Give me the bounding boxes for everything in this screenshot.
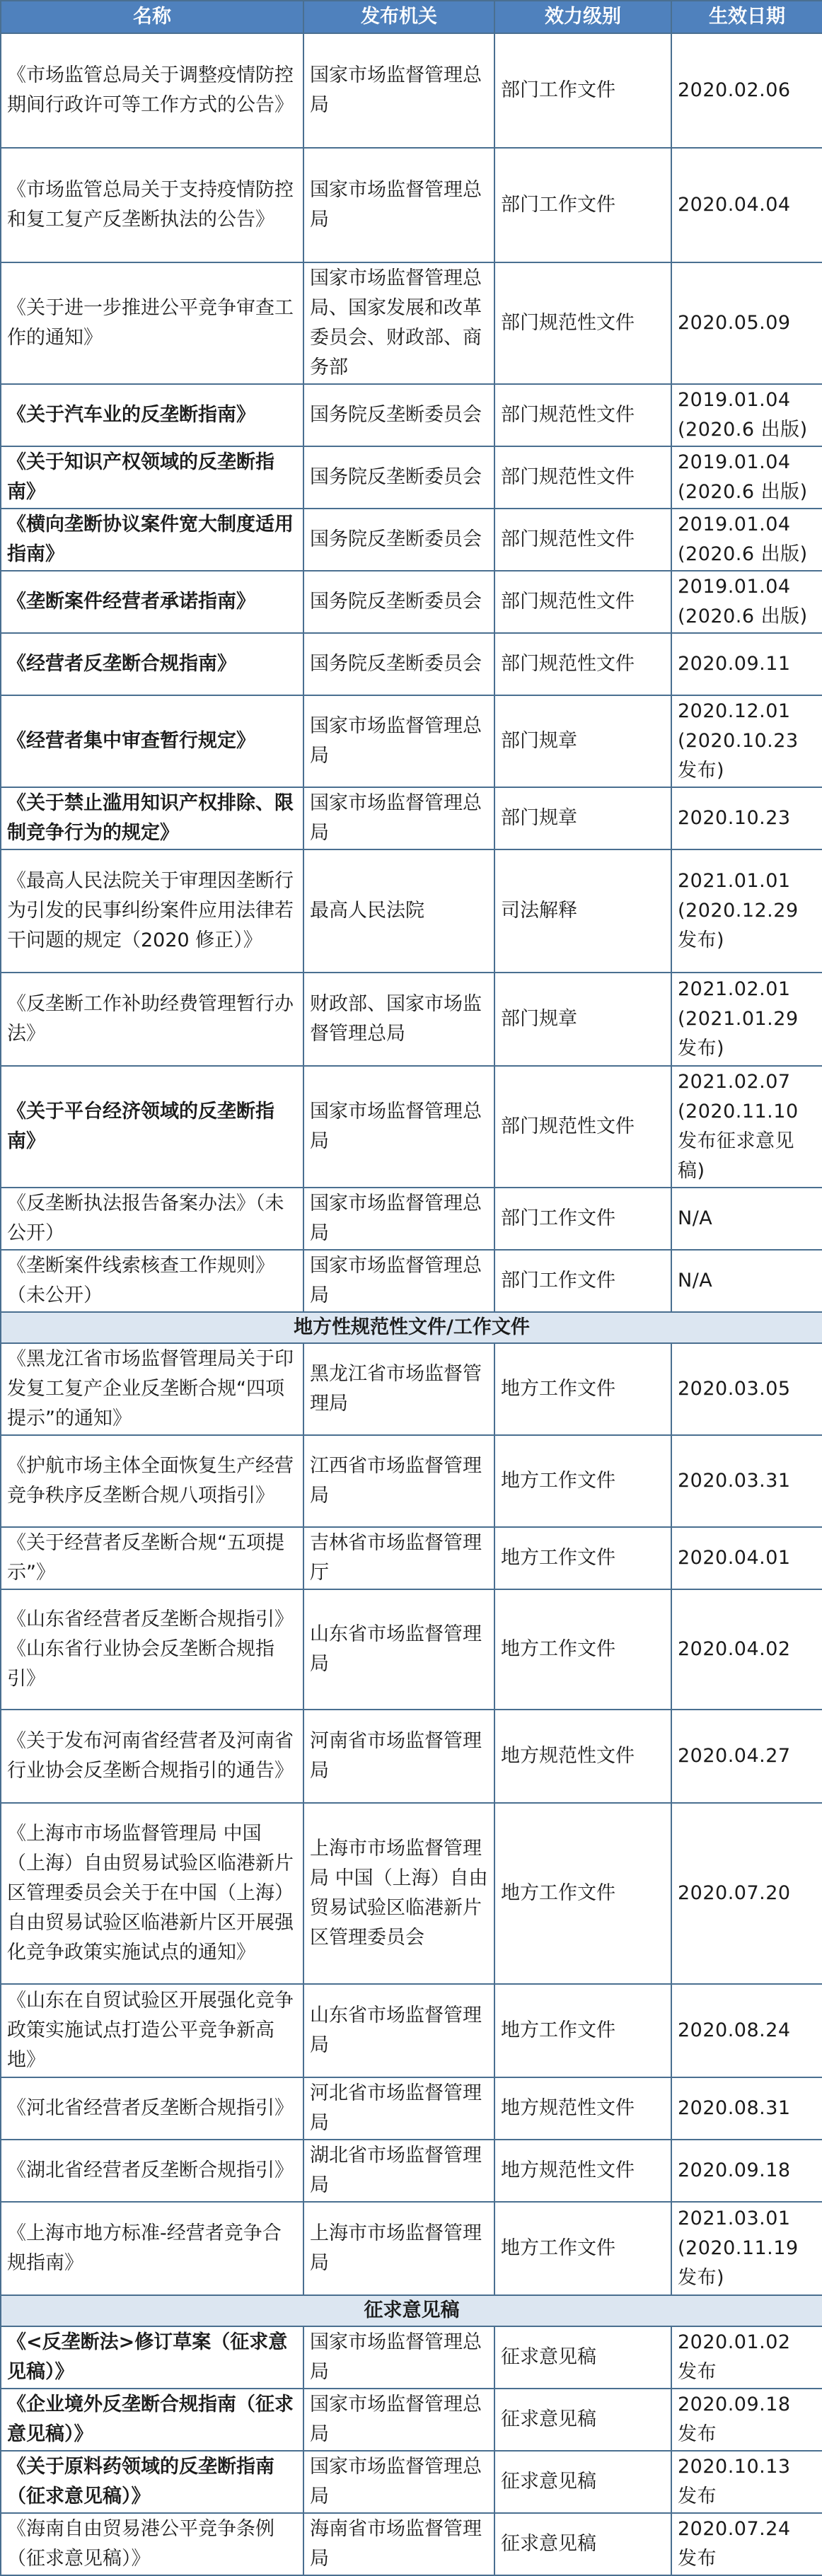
cell-authority: 上海市市场监督管理局: [303, 2202, 494, 2295]
cell-date: 2020.01.02 发布: [671, 2326, 822, 2389]
table-row: [1, 1343, 822, 1435]
table-row: [1, 1250, 822, 1312]
cell-name: 《上海市市场监督管理局 中国（上海）自由贸易试验区临港新片区管理委员会关于在中国（上海）自由贸易试验区临港新片区开展强化竞争政策实施试点的通知》: [1, 1803, 303, 1984]
cell-authority: 吉林省市场监督管理厅: [303, 1527, 494, 1589]
cell-authority: 黑龙江省市场监督管理局: [303, 1343, 494, 1435]
cell-date: 2020.07.20: [671, 1803, 822, 1984]
cell-name: 《垄断案件经营者承诺指南》: [1, 571, 303, 633]
cell-name: 《海南自由贸易港公平竞争条例（征求意见稿）》: [1, 2513, 303, 2575]
cell-authority: 国务院反垄断委员会: [303, 446, 494, 509]
section-title: 征求意见稿: [1, 2295, 822, 2326]
cell-date: 2020.04.02: [671, 1589, 822, 1710]
cell-level: 部门规范性文件: [494, 633, 671, 695]
cell-level: 地方工作文件: [494, 1343, 671, 1435]
cell-name: 《关于原料药领域的反垄断指南（征求意见稿）》: [1, 2451, 303, 2513]
table-row: [1, 262, 822, 384]
cell-level: 部门工作文件: [494, 1188, 671, 1250]
cell-name: 《湖北省经营者反垄断合规指引》: [1, 2140, 303, 2202]
cell-date: 2019.01.04 (2020.6 出版): [671, 509, 822, 571]
cell-level: 地方规范性文件: [494, 1710, 671, 1803]
table-row: [1, 1188, 822, 1250]
cell-authority: 江西省市场监督管理局: [303, 1435, 494, 1527]
table-row: [1, 1066, 822, 1188]
cell-authority: 上海市市场监督管理局 中国（上海）自由贸易试验区临港新片区管理委员会: [303, 1803, 494, 1984]
cell-level: 征求意见稿: [494, 2513, 671, 2575]
cell-name: 《山东省经营者反垄断合规指引》 《山东省行业协会反垄断合规指引》: [1, 1589, 303, 1710]
cell-authority: 国家市场监督管理总局: [303, 2326, 494, 2389]
cell-level: 地方工作文件: [494, 1984, 671, 2077]
cell-name: 《山东在自贸试验区开展强化竞争政策实施试点打造公平竞争新高地》: [1, 1984, 303, 2077]
cell-date: 2019.01.04 (2020.6 出版): [671, 571, 822, 633]
cell-name: 《经营者集中审查暂行规定》: [1, 695, 303, 787]
header-row: [1, 1, 822, 33]
cell-level: 部门规范性文件: [494, 509, 671, 571]
cell-date: 2020.09.18 发布: [671, 2389, 822, 2451]
cell-level: 部门规范性文件: [494, 571, 671, 633]
cell-date: 2021.02.07 (2020.11.10 发布征求意见稿): [671, 1066, 822, 1188]
cell-level: 部门规章: [494, 695, 671, 787]
cell-name: 《经营者反垄断合规指南》: [1, 633, 303, 695]
cell-name: 《最高人民法院关于审理因垄断行为引发的民事纠纷案件应用法律若干问题的规定（2020 修正）》: [1, 849, 303, 973]
table-row: [1, 2326, 822, 2389]
table-row: [1, 1984, 822, 2077]
table-row: [1, 571, 822, 633]
cell-date: 2021.01.01 (2020.12.29 发布): [671, 849, 822, 973]
table-row: [1, 1589, 822, 1710]
table-row: [1, 633, 822, 695]
cell-level: 部门规章: [494, 973, 671, 1066]
table-row: [1, 1527, 822, 1589]
cell-level: 部门工作文件: [494, 33, 671, 148]
cell-level: 征求意见稿: [494, 2451, 671, 2513]
cell-date: 2019.01.04 (2020.6 出版): [671, 384, 822, 446]
table-row: [1, 33, 822, 148]
cell-name: 《横向垄断协议案件宽大制度适用指南》: [1, 509, 303, 571]
cell-authority: 国家市场监督管理总局、国家发展和改革委员会、财政部、商务部: [303, 262, 494, 384]
cell-date: 2020.03.31: [671, 1435, 822, 1527]
cell-level: 地方规范性文件: [494, 2077, 671, 2140]
section-header-row: [1, 1312, 822, 1343]
cell-authority: 国家市场监督管理总局: [303, 1066, 494, 1188]
cell-authority: 国家市场监督管理总局: [303, 1188, 494, 1250]
cell-level: 征求意见稿: [494, 2326, 671, 2389]
cell-date: 2020.04.04: [671, 148, 822, 262]
cell-authority: 国家市场监督管理总局: [303, 2389, 494, 2451]
cell-level: 部门工作文件: [494, 148, 671, 262]
section-title: 地方性规范性文件/工作文件: [1, 1312, 822, 1343]
header-level: 效力级别: [494, 1, 671, 33]
cell-level: 部门规范性文件: [494, 384, 671, 446]
cell-authority: 国家市场监督管理总局: [303, 787, 494, 849]
cell-authority: 河北省市场监督管理局: [303, 2077, 494, 2140]
cell-authority: 国家市场监督管理总局: [303, 1250, 494, 1312]
table-row: [1, 849, 822, 973]
cell-name: 《黑龙江省市场监督管理局关于印发复工复产企业反垄断合规“四项提示”的通知》: [1, 1343, 303, 1435]
cell-authority: 财政部、国家市场监督管理总局: [303, 973, 494, 1066]
table-row: [1, 973, 822, 1066]
cell-authority: 山东省市场监督管理局: [303, 1984, 494, 2077]
cell-date: 2020.08.24: [671, 1984, 822, 2077]
cell-authority: 湖北省市场监督管理局: [303, 2140, 494, 2202]
section-header-row: [1, 2295, 822, 2326]
table-row: [1, 1803, 822, 1984]
cell-authority: 河南省市场监督管理局: [303, 1710, 494, 1803]
cell-name: 《关于进一步推进公平竞争审查工作的通知》: [1, 262, 303, 384]
header-name: 名称: [1, 1, 303, 33]
cell-authority: 国务院反垄断委员会: [303, 509, 494, 571]
table-row: [1, 1710, 822, 1803]
cell-level: 司法解释: [494, 849, 671, 973]
cell-name: 《关于知识产权领域的反垄断指南》: [1, 446, 303, 509]
table-row: [1, 384, 822, 446]
cell-level: 地方规范性文件: [494, 2140, 671, 2202]
cell-authority: 国务院反垄断委员会: [303, 571, 494, 633]
cell-date: 2021.03.01 (2020.11.19 发布): [671, 2202, 822, 2295]
cell-name: 《关于禁止滥用知识产权排除、限制竞争行为的规定》: [1, 787, 303, 849]
cell-authority: 国务院反垄断委员会: [303, 384, 494, 446]
cell-date: 2020.10.13 发布: [671, 2451, 822, 2513]
cell-date: 2020.09.18: [671, 2140, 822, 2202]
cell-date: 2020.07.24 发布: [671, 2513, 822, 2575]
table-row: [1, 509, 822, 571]
cell-date: N/A: [671, 1250, 822, 1312]
cell-name: 《企业境外反垄断合规指南（征求意见稿）》: [1, 2389, 303, 2451]
cell-name: 《关于经营者反垄断合规“五项提示”》: [1, 1527, 303, 1589]
cell-date: 2020.03.05: [671, 1343, 822, 1435]
cell-authority: 山东省市场监督管理局: [303, 1589, 494, 1710]
table-row: [1, 787, 822, 849]
cell-name: 《市场监管总局关于调整疫情防控期间行政许可等工作方式的公告》: [1, 33, 303, 148]
table-row: [1, 695, 822, 787]
table-row: [1, 446, 822, 509]
cell-date: 2020.05.09: [671, 262, 822, 384]
cell-date: 2020.04.01: [671, 1527, 822, 1589]
cell-name: 《反垄断工作补助经费管理暂行办法》: [1, 973, 303, 1066]
cell-date: 2020.10.23: [671, 787, 822, 849]
table-row: [1, 2389, 822, 2451]
table-row: [1, 2513, 822, 2575]
cell-level: 地方工作文件: [494, 1803, 671, 1984]
cell-level: 部门规章: [494, 787, 671, 849]
cell-level: 地方工作文件: [494, 1589, 671, 1710]
cell-authority: 国家市场监督管理总局: [303, 33, 494, 148]
cell-name: 《上海市地方标准-经营者竞争合规指南》: [1, 2202, 303, 2295]
cell-authority: 国家市场监督管理总局: [303, 148, 494, 262]
cell-name: 《关于发布河南省经营者及河南省行业协会反垄断合规指引的通告》: [1, 1710, 303, 1803]
cell-name: 《<反垄断法>修订草案（征求意见稿）》: [1, 2326, 303, 2389]
cell-date: 2020.12.01 (2020.10.23 发布): [671, 695, 822, 787]
cell-name: 《关于汽车业的反垄断指南》: [1, 384, 303, 446]
table-row: [1, 2451, 822, 2513]
regulations-body: [1, 33, 822, 2575]
cell-date: 2021.02.01 (2021.01.29 发布): [671, 973, 822, 1066]
cell-level: 部门规范性文件: [494, 1066, 671, 1188]
cell-date: 2020.04.27: [671, 1710, 822, 1803]
header-authority: 发布机关: [303, 1, 494, 33]
cell-date: 2019.01.04 (2020.6 出版): [671, 446, 822, 509]
table-row: [1, 2202, 822, 2295]
table-row: [1, 1435, 822, 1527]
header-date: 生效日期: [671, 1, 822, 33]
cell-authority: 国家市场监督管理总局: [303, 2451, 494, 2513]
cell-date: 2020.02.06: [671, 33, 822, 148]
cell-authority: 海南省市场监督管理局: [303, 2513, 494, 2575]
cell-name: 《垄断案件线索核查工作规则》（未公开）: [1, 1250, 303, 1312]
cell-name: 《市场监管总局关于支持疫情防控和复工复产反垄断执法的公告》: [1, 148, 303, 262]
cell-level: 地方工作文件: [494, 1527, 671, 1589]
cell-level: 征求意见稿: [494, 2389, 671, 2451]
table-row: [1, 2077, 822, 2140]
cell-date: N/A: [671, 1188, 822, 1250]
cell-name: 《关于平台经济领域的反垄断指南》: [1, 1066, 303, 1188]
cell-level: 部门工作文件: [494, 1250, 671, 1312]
cell-authority: 国务院反垄断委员会: [303, 633, 494, 695]
cell-date: 2020.09.11: [671, 633, 822, 695]
cell-name: 《河北省经营者反垄断合规指引》: [1, 2077, 303, 2140]
cell-level: 地方工作文件: [494, 2202, 671, 2295]
cell-name: 《护航市场主体全面恢复生产经营竞争秩序反垄断合规八项指引》: [1, 1435, 303, 1527]
cell-name: 《反垄断执法报告备案办法》（未公开）: [1, 1188, 303, 1250]
table-row: [1, 148, 822, 262]
cell-authority: 国家市场监督管理总局: [303, 695, 494, 787]
cell-authority: 最高人民法院: [303, 849, 494, 973]
table-row: [1, 2140, 822, 2202]
cell-level: 地方工作文件: [494, 1435, 671, 1527]
cell-level: 部门规范性文件: [494, 262, 671, 384]
cell-level: 部门规范性文件: [494, 446, 671, 509]
cell-date: 2020.08.31: [671, 2077, 822, 2140]
